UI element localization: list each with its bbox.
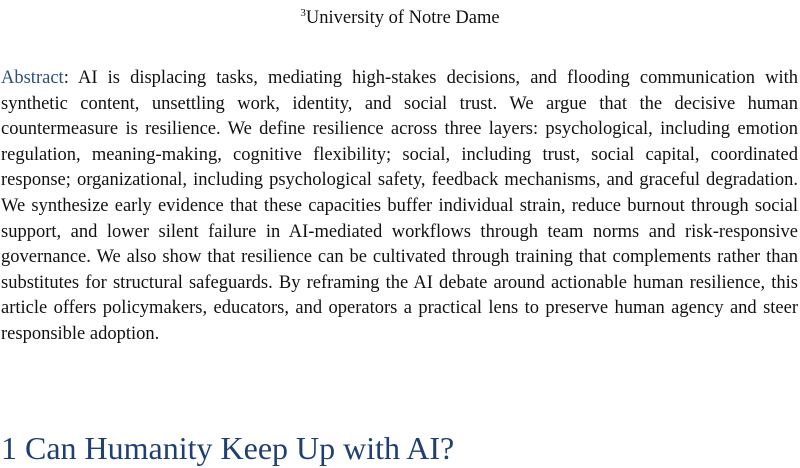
affiliation-line [0,7,800,29]
affiliation-institution: University of Notre Dame [305,8,500,28]
section-heading: 1 Can Humanity Keep Up with AI? [1,430,455,466]
abstract-label: Abstract [1,68,64,88]
abstract-paragraph [1,66,798,348]
abstract-text: AI is displacing tasks, mediating high-stakes decisions, and flooding communication with synthetic content, unsettling work, identity, and social trust. We argue that the decisive human countermeasure is resilience. We define resilience across three layers: psychological, including emotion regulation, meaning-making, cognitive flexibility; social, including trust, social capital, coordinated response; organizational, including psychological safety, feedback mechanisms, and graceful degradation. We synthesize early evidence that these capacities buffer individual strain, reduce burnout through social support, and lower silent failure in AI-mediated workflows through team norms and risk-responsive governance. We also show that resilience can be cultivated through training that complements rather than substitutes for structural safeguards. By reframing the AI debate around actionable human resilience, this article offers policymakers, educators, and operators a practical lens to preserve human agency and steer responsible adoption. [1,68,798,344]
affiliation-marker: 3 [300,7,306,19]
abstract-separator: : [63,68,69,88]
